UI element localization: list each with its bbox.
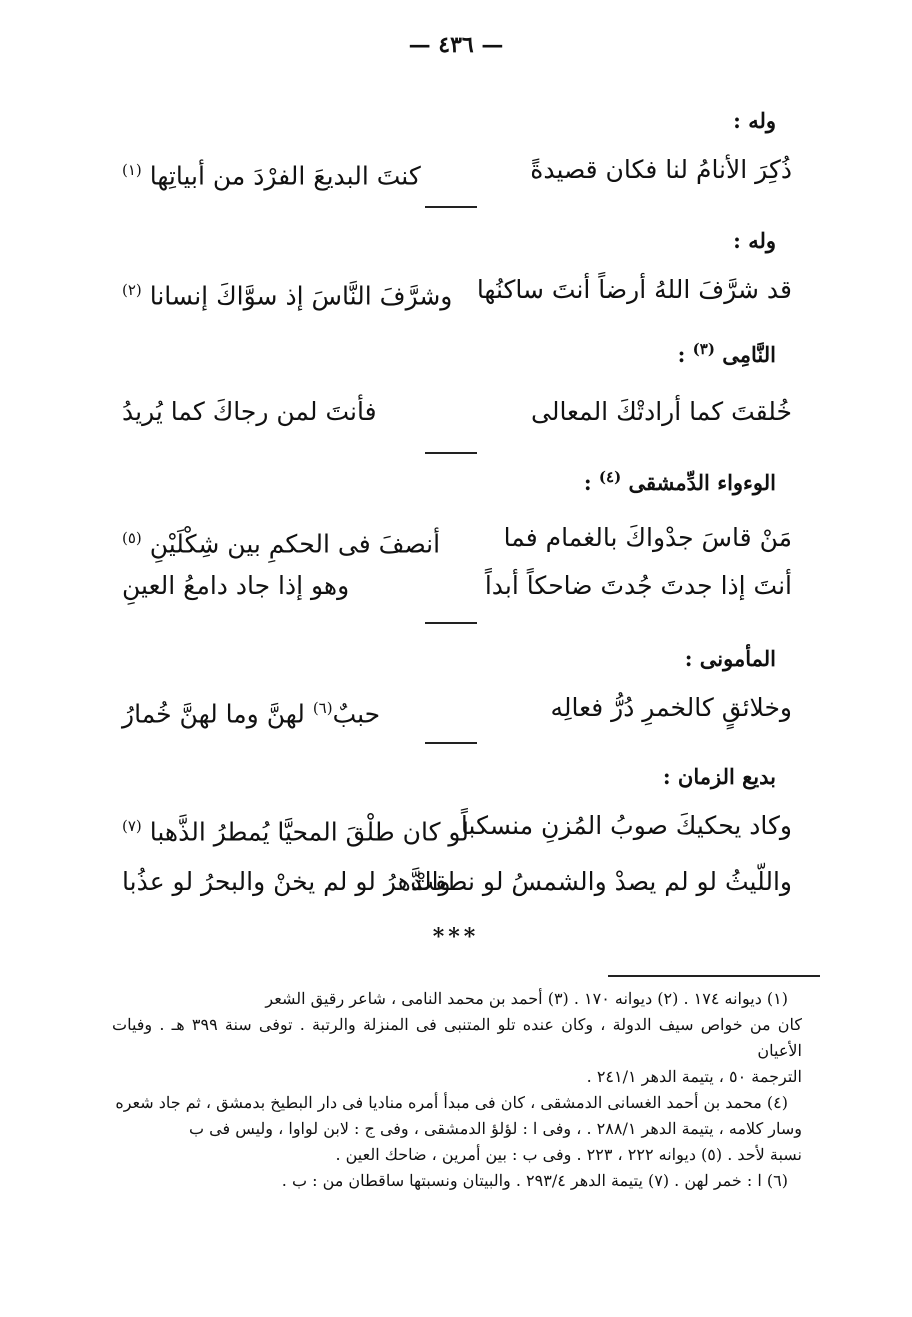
hemistich-second: وشرَّفَ النَّاسَ إذ سوَّاكَ إنسانا $^{(٢)}$	[122, 281, 453, 311]
hemistich-first: أنتَ إذا جدتَ جُدتَ ضاحكاً أبداً	[484, 571, 792, 600]
attribution: النَّامِى $^{(٣)}$ :	[677, 340, 776, 367]
note-ref: (٣)	[692, 340, 715, 358]
section-divider	[425, 622, 477, 624]
footnotes	[112, 986, 802, 1194]
hemistich-first: مَنْ قاسَ جدْواكَ بالغمام فما	[503, 523, 792, 552]
footnote-rule	[608, 975, 820, 977]
hemistich-first: ذُكِرَ الأنامُ لنا فكان قصيدةً	[530, 155, 792, 184]
page-number: — ٤٣٦ —	[408, 32, 504, 58]
section-end-stars: ***	[432, 924, 480, 950]
attribution: الوءواء الدِّمشقى $^{(٤)}$ :	[583, 468, 776, 495]
hemistich-second: حببٌ$^{(٦)}$ لهنَّ وما لهنَّ خُمارُ	[122, 699, 381, 729]
section-divider	[425, 742, 477, 744]
hemistich-second: كنتَ البديعَ الفرْدَ من أبياتِها $^{(١)}$	[122, 161, 421, 191]
footnote-line: الترجمة ٥٠ ، يتيمة الدهر ٢٤١/١ .	[586, 1067, 802, 1086]
section-divider	[425, 452, 477, 454]
note-ref: (٥)	[122, 529, 142, 547]
footnote-line: وسار كلامه ، يتيمة الدهر ٢٨٨/١ . ، وفى ا : لؤلؤ الدمشقى ، وفى ج : لابن لواوا ، وليس فى ب	[188, 1119, 802, 1138]
hemistich-first: وكاد يحكيكَ صوبُ المُزنِ منسكباً	[460, 811, 792, 840]
note-ref: (٧)	[122, 817, 142, 835]
hemistich-second: والدَّهرُ لو لم يخنْ والبحرُ لو عذُبا	[122, 867, 451, 896]
verse-line	[110, 566, 800, 606]
verse-line	[110, 270, 800, 310]
note-ref: (١)	[122, 161, 142, 179]
note-ref: (٤)	[598, 468, 622, 486]
verse-line	[110, 150, 800, 190]
verse-line	[110, 392, 800, 432]
hemistich-second: أنصفَ فى الحكمِ بين شِكْلَيْنِ $^{(٥)}$	[122, 529, 441, 559]
footnote-line: (٤) محمد بن أحمد الغسانى الدمشقى ، كان فى مبدأ أمره مناديا فى دار البطيخ بدمشق ، ثم جاد شعره	[115, 1093, 788, 1112]
hemistich-first: وخلائقٍ كالخمرِ دُرُّ فعالِه	[550, 693, 792, 722]
section-divider	[425, 206, 477, 208]
verse-line	[110, 862, 800, 902]
verse-line	[110, 518, 800, 558]
footnote-line: كان من خواص سيف الدولة ، وكان عنده تلو المتنبى فى المنزلة والرتبة . توفى سنة ٣٩٩ هـ . وفيات الأعيان	[112, 1015, 803, 1060]
footnote-line: نسبة لأحد . (٥) ديوانه ٢٢٢ ، ٢٢٣ . وفى ب : بين أمرين ، ضاحك العين .	[335, 1145, 802, 1164]
hemistich-second: وهو إذا جاد دامعُ العينِ	[122, 571, 350, 600]
attribution: بديع الزمان :	[662, 764, 776, 789]
note-ref: (٢)	[122, 281, 142, 299]
hemistich-second: فأنتَ لمن رجاكَ كما يُريدُ	[122, 397, 377, 426]
attribution: المأمونى :	[684, 646, 776, 671]
footnote-line: (٦) ا : خمر لهن . (٧) يتيمة الدهر ٢٩٣/٤ . والبيتان ونسبتها ساقطان من : ب .	[281, 1171, 788, 1190]
attribution: وله :	[733, 108, 776, 133]
verse-line	[110, 688, 800, 728]
attribution: وله :	[733, 228, 776, 253]
hemistich-first: خُلقتَ كما أرادتْكَ المعالى	[530, 397, 792, 426]
footnote-line: (١) ديوانه ١٧٤ . (٢) ديوانه ١٧٠ . (٣) أحمد بن محمد النامى ، شاعر رقيق الشعر	[265, 989, 788, 1008]
hemistich-second: لو كان طلْقَ المحيَّا يُمطرُ الذَّهبا $^{(٧)}$	[122, 817, 469, 847]
note-ref: (٦)	[312, 699, 333, 717]
verse-line	[110, 806, 800, 846]
hemistich-first: واللّيثُ لو لم يصدْ والشمسُ لو نطقتْ	[410, 867, 792, 896]
hemistich-first: قد شرَّفَ اللهُ أرضاً أنتَ ساكنُها	[476, 275, 792, 304]
